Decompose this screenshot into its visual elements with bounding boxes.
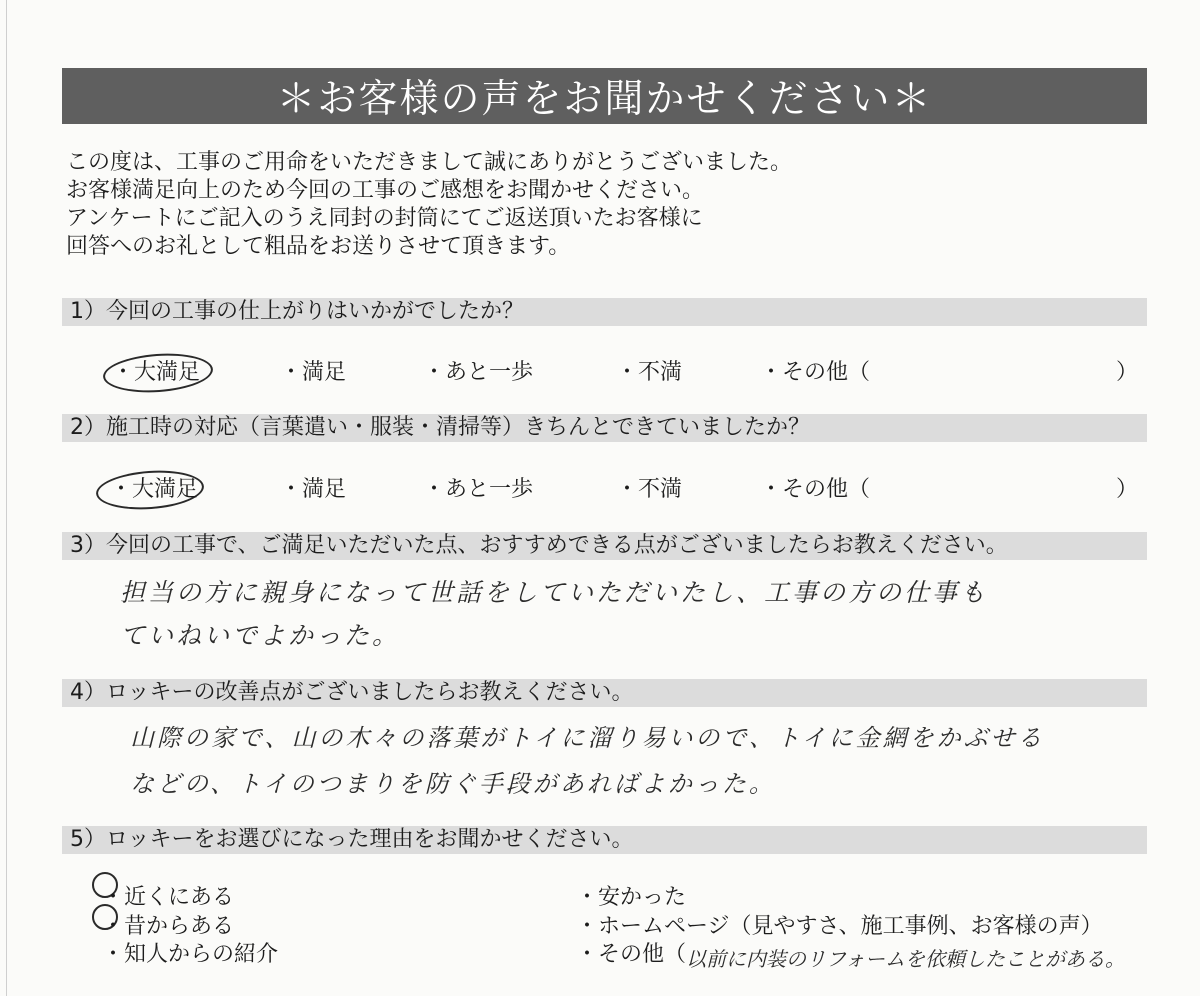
option-very-satisfied[interactable]: ・大満足 (112, 360, 201, 385)
handwritten-answer-line: ていねいでよかった。 (120, 621, 401, 650)
question-text: 施工時の対応（言葉遣い・服装・清掃等）きちんとできていましたか？ (106, 415, 811, 440)
reason-homepage[interactable]: ・ホームページ（見やすさ、施工事例、お客様の声） (576, 914, 1103, 939)
question-text: ロッキーをお選びになった理由をお聞かせください。 (106, 827, 634, 852)
page-title: ＊お客様の声をお聞かせください＊ (62, 68, 1147, 124)
question-number: 3） (70, 533, 106, 558)
reason-other[interactable]: ・その他（ (576, 942, 687, 967)
intro-line: 回答へのお礼として粗品をお送りさせて頂きます。 (66, 234, 571, 259)
intro-line: この度は、工事のご用命をいただきまして誠にありがとうございました。 (66, 150, 793, 175)
intro-line: お客様満足向上のため今回の工事のご感想をお聞かせください。 (66, 178, 705, 203)
question-1-heading (62, 298, 1147, 326)
question-number: 5） (70, 827, 106, 852)
question-number: 1） (70, 299, 106, 324)
reason-near[interactable]: ・近くにある (102, 885, 235, 910)
option-other[interactable]: ・その他（ (760, 360, 871, 385)
handwritten-answer-line: などの、トイのつまりを防ぐ手段があればよかった。 (130, 770, 776, 798)
other-close-paren: ） (1116, 360, 1139, 385)
option-almost[interactable]: ・あと一歩 (423, 360, 534, 385)
intro-text (66, 149, 1116, 261)
reason-cheap[interactable]: ・安かった (576, 885, 687, 910)
reason-referral[interactable]: ・知人からの紹介 (102, 942, 279, 967)
option-satisfied[interactable]: ・満足 (280, 360, 347, 385)
handwritten-answer-line: 山際の家で、山の木々の落葉がトイに溜り易いので、トイに金網をかぶせる (130, 724, 1045, 752)
option-very-satisfied[interactable]: ・大満足 (110, 477, 199, 502)
option-dissatisfied[interactable]: ・不満 (616, 477, 683, 502)
question-number: 4） (70, 680, 106, 705)
question-3-heading (62, 532, 1147, 560)
handwritten-other-answer: 以前に内装のリフォームを依頼したことがある。 (686, 947, 1125, 971)
question-4-heading (62, 679, 1147, 707)
other-close-paren: ） (1116, 477, 1139, 502)
question-text: 今回の工事で、ご満足いただいた点、おすすめできる点がございましたらお教えください。 (106, 533, 1008, 558)
question-2-heading (62, 414, 1147, 442)
reason-longstanding[interactable]: ・昔からある (102, 914, 235, 939)
option-other[interactable]: ・その他（ (760, 477, 871, 502)
question-text: 今回の工事の仕上がりはいかがでしたか？ (106, 299, 525, 324)
question-2-options (0, 475, 1200, 505)
question-5-heading (62, 826, 1147, 854)
option-satisfied[interactable]: ・満足 (280, 477, 347, 502)
option-dissatisfied[interactable]: ・不満 (616, 360, 683, 385)
question-1-options (0, 358, 1200, 388)
handwritten-answer-line: 担当の方に親身になって世話をしていただいたし、工事の方の仕事も (120, 578, 989, 607)
intro-line: アンケートにご記入のうえ同封の封筒にてご返送頂いたお客様に (66, 206, 703, 231)
question-number: 2） (70, 415, 106, 440)
option-almost[interactable]: ・あと一歩 (423, 477, 534, 502)
question-text: ロッキーの改善点がございましたらお教えください。 (106, 680, 634, 705)
